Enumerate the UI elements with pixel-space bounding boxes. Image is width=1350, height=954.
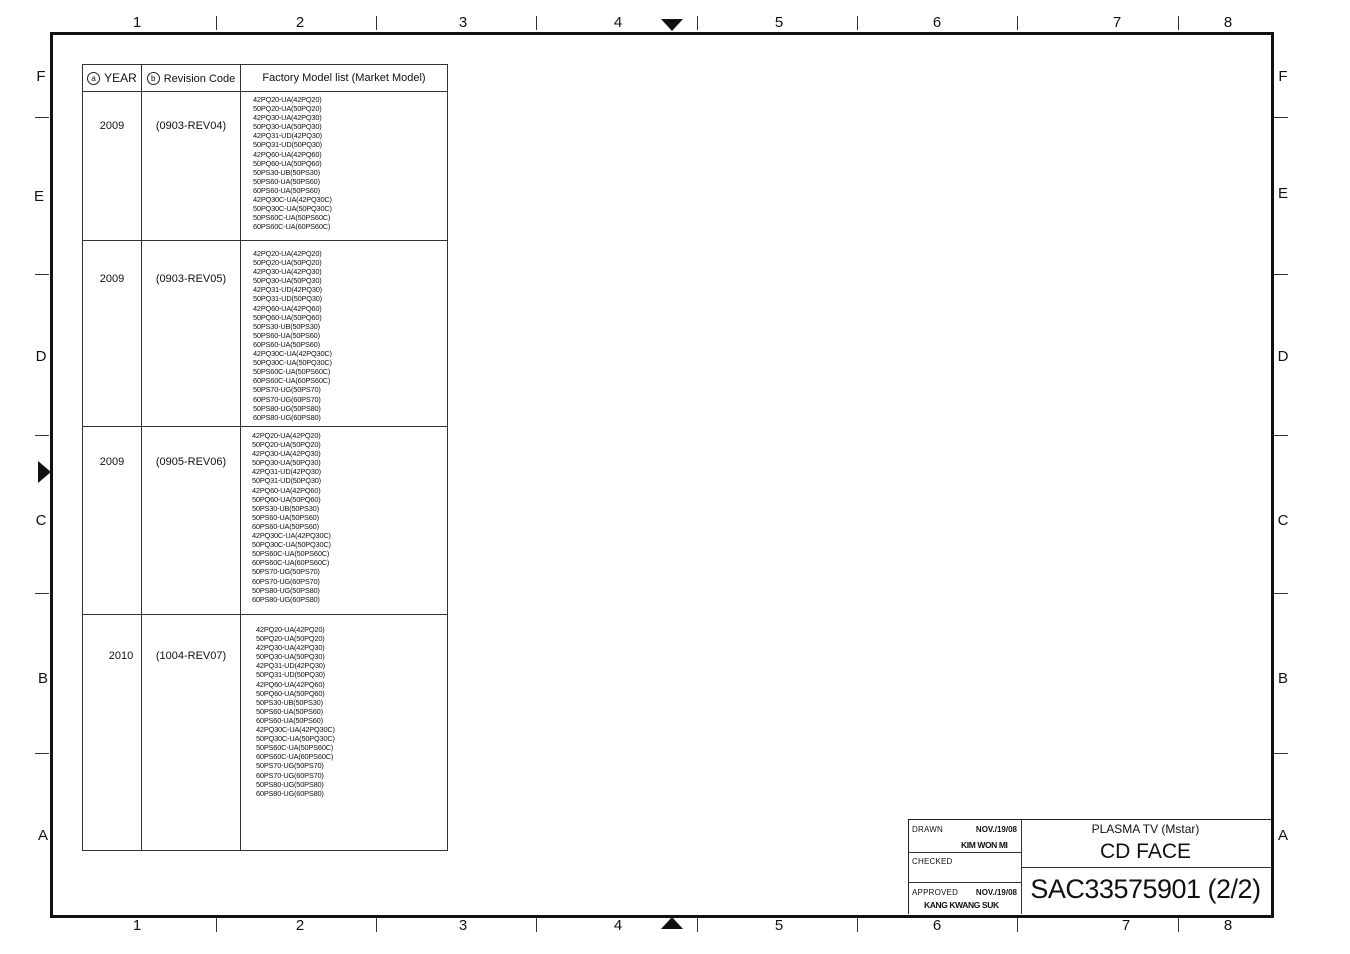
model-list <box>253 241 447 422</box>
model-entry: 50PS80-UG(50PS80) <box>253 403 321 413</box>
model-entry: 42PQ31-UD(42PQ30) <box>256 661 325 671</box>
model-entry: 42PQ20-UA(42PQ20) <box>252 431 321 440</box>
model-entry: 50PQ60-UA(50PQ60) <box>253 312 322 322</box>
model-entry: 50PQ20-UA(50PQ20) <box>253 258 322 268</box>
model-entry: 42PQ30C-UA(42PQ30C) <box>253 195 332 205</box>
center-marker-bottom-icon <box>661 917 683 929</box>
zone-number-bottom-1: 1 <box>132 917 142 934</box>
checked-label: CHECKED <box>912 857 953 866</box>
zone-number-bottom-8: 8 <box>1223 917 1233 934</box>
model-entry: 60PS60C-UA(60PS60C) <box>253 222 331 232</box>
zone-tick <box>1274 117 1288 118</box>
model-entry: 42PQ30C-UA(42PQ30C) <box>253 349 332 359</box>
zone-tick <box>35 753 49 754</box>
model-entry: 50PS30-UB(50PS30) <box>253 167 320 177</box>
model-entry: 50PQ31-UD(50PQ30) <box>253 140 322 150</box>
model-entry: 60PS60-UA(50PS60) <box>253 185 320 195</box>
model-list <box>252 427 447 604</box>
model-entry: 42PQ31-UD(42PQ30) <box>253 285 322 295</box>
model-entry: 50PQ30-UA(50PQ30) <box>252 458 321 468</box>
model-entry: 60PS80-UG(60PS80) <box>252 594 320 604</box>
model-entry: 42PQ20-UA(42PQ20) <box>256 625 325 634</box>
model-list-cell <box>241 615 448 851</box>
zone-letter-left-E: E <box>33 188 44 205</box>
revision-code-cell: (0903-REV05) <box>142 241 241 427</box>
model-entry: 50PS80-UG(50PS80) <box>252 585 320 595</box>
model-entry: 42PQ30C-UA(42PQ30C) <box>256 725 335 735</box>
title-divider <box>1022 867 1271 868</box>
revision-code-header: b Revision Code <box>142 65 241 92</box>
zone-number-top-4: 4 <box>613 14 623 31</box>
model-entry: 50PQ30-UA(50PQ30) <box>256 652 325 662</box>
model-entry: 50PS70-UG(50PS70) <box>252 567 320 577</box>
model-entry: 50PS80-UG(50PS80) <box>256 779 324 789</box>
model-entry: 42PQ30-UA(42PQ30) <box>253 113 322 123</box>
model-entry: 60PS60C-UA(60PS60C) <box>256 752 334 762</box>
model-list-cell <box>241 427 448 615</box>
approved-label: APPROVED <box>912 888 959 897</box>
zone-tick <box>376 918 377 932</box>
signature-divider <box>909 852 1021 853</box>
model-entry: 42PQ60-UA(42PQ60) <box>253 149 322 159</box>
model-entry: 50PQ30-UA(50PQ30) <box>253 276 322 286</box>
zone-number-top-8: 8 <box>1223 14 1233 31</box>
model-entry: 50PS60C-UA(50PS60C) <box>253 213 331 223</box>
zone-letter-right-F: F <box>1278 68 1288 85</box>
year-cell: 2009 <box>83 92 142 241</box>
model-entry: 50PS60-UA(50PS60) <box>256 706 323 716</box>
circle-a-icon: a <box>87 72 100 85</box>
revision-table <box>82 64 448 851</box>
model-entry: 50PQ30C-UA(50PQ30C) <box>252 540 331 550</box>
zone-tick <box>1274 753 1288 754</box>
zone-tick <box>35 274 49 275</box>
approved-date: NOV./19/08 <box>975 888 1017 897</box>
model-entry: 50PQ31-UD(50PQ30) <box>252 476 321 486</box>
model-entry: 42PQ30-UA(42PQ30) <box>253 267 322 277</box>
revision-code-cell: (0903-REV04) <box>142 92 241 241</box>
table-row <box>83 615 448 851</box>
zone-tick <box>857 16 858 30</box>
model-entry: 50PQ31-UD(50PQ30) <box>256 670 325 680</box>
model-entry: 42PQ20-UA(42PQ20) <box>253 249 322 258</box>
year-cell: 2009 <box>83 241 142 427</box>
model-entry: 50PQ30C-UA(50PQ30C) <box>253 204 332 214</box>
model-entry: 50PQ60-UA(50PQ60) <box>256 688 325 698</box>
zone-tick <box>536 918 537 932</box>
model-entry: 50PS70-UG(50PS70) <box>256 761 324 771</box>
revision-code-cell: (0905-REV06) <box>142 427 241 615</box>
model-entry: 50PQ20-UA(50PQ20) <box>256 634 325 644</box>
sheet-title: CD FACE <box>1099 840 1191 863</box>
model-entry: 50PS60C-UA(50PS60C) <box>253 367 331 377</box>
zone-tick <box>1017 918 1018 932</box>
zone-number-top-6: 6 <box>932 14 942 31</box>
model-list-cell <box>241 92 448 241</box>
model-entry: 50PQ31-UD(50PQ30) <box>253 294 322 304</box>
zone-tick <box>376 16 377 30</box>
zone-tick <box>1178 918 1179 932</box>
year-cell: 2009 <box>83 427 142 615</box>
model-entry: 60PS70-UG(60PS70) <box>256 770 324 780</box>
model-entry: 50PQ20-UA(50PQ20) <box>252 440 321 450</box>
zone-letter-right-E: E <box>1277 185 1288 202</box>
table-row <box>83 241 448 427</box>
model-entry: 50PS30-UB(50PS30) <box>252 503 319 513</box>
zone-tick <box>697 16 698 30</box>
product-name: PLASMA TV (Mstar) <box>1091 822 1200 836</box>
zone-letter-right-D: D <box>1277 348 1289 365</box>
model-entry: 60PS60-UA(50PS60) <box>253 339 320 349</box>
zone-number-bottom-3: 3 <box>458 917 468 934</box>
model-entry: 42PQ30-UA(42PQ30) <box>256 643 325 653</box>
zone-letter-left-A: A <box>37 827 48 844</box>
model-entry: 50PQ60-UA(50PQ60) <box>253 158 322 168</box>
zone-number-top-2: 2 <box>295 14 305 31</box>
zone-tick <box>35 593 49 594</box>
model-entry: 50PS60C-UA(50PS60C) <box>252 549 330 559</box>
table-header-row <box>83 65 448 92</box>
model-entry: 60PS60-UA(50PS60) <box>256 715 323 725</box>
model-entry: 60PS70-UG(60PS70) <box>253 394 321 404</box>
model-entry: 50PS30-UB(50PS30) <box>256 697 323 707</box>
model-entry: 50PS60-UA(50PS60) <box>252 512 319 522</box>
zone-tick <box>857 918 858 932</box>
title-block <box>908 819 1271 914</box>
model-entry: 60PS70-UG(60PS70) <box>252 576 320 586</box>
model-entry: 42PQ30-UA(42PQ30) <box>252 449 321 459</box>
zone-letter-right-C: C <box>1277 512 1289 529</box>
zone-number-top-5: 5 <box>774 14 784 31</box>
zone-letter-right-A: A <box>1277 827 1288 844</box>
drawn-date: NOV./19/08 <box>975 825 1017 834</box>
zone-tick <box>216 918 217 932</box>
zone-letter-left-B: B <box>37 670 48 687</box>
model-entry: 50PS60-UA(50PS60) <box>253 176 320 186</box>
model-list <box>253 92 447 231</box>
table-row <box>83 92 448 241</box>
model-entry: 60PS60-UA(50PS60) <box>252 521 319 531</box>
circle-b-icon: b <box>147 72 160 85</box>
document-number: SAC33575901 (2/2) <box>1030 874 1261 904</box>
zone-number-bottom-6: 6 <box>932 917 942 934</box>
model-entry: 50PS60-UA(50PS60) <box>253 330 320 340</box>
model-list-cell <box>241 241 448 427</box>
model-entry: 42PQ31-UD(42PQ30) <box>252 467 321 477</box>
center-marker-top-icon <box>661 19 683 31</box>
zone-number-bottom-4: 4 <box>613 917 623 934</box>
model-entry: 50PS70-UG(50PS70) <box>253 385 321 395</box>
model-entry: 50PQ20-UA(50PQ20) <box>253 104 322 114</box>
model-entry: 50PQ60-UA(50PQ60) <box>252 494 321 504</box>
approved-name: KANG KWANG SUK <box>924 900 999 910</box>
zone-number-top-1: 1 <box>132 14 142 31</box>
model-entry: 50PS60C-UA(50PS60C) <box>256 743 334 753</box>
model-entry: 42PQ60-UA(42PQ60) <box>253 303 322 313</box>
zone-number-top-7: 7 <box>1112 14 1122 31</box>
zone-tick <box>536 16 537 30</box>
zone-letter-left-F: F <box>36 68 46 85</box>
signature-panel <box>909 820 1022 914</box>
zone-tick <box>35 435 49 436</box>
model-entry: 42PQ60-UA(42PQ60) <box>256 679 325 689</box>
zone-letter-left-C: C <box>35 512 47 529</box>
model-entry: 60PS60C-UA(60PS60C) <box>252 558 330 568</box>
zone-number-bottom-5: 5 <box>774 917 784 934</box>
model-entry: 42PQ60-UA(42PQ60) <box>252 485 321 495</box>
model-entry: 50PQ30C-UA(50PQ30C) <box>256 734 335 744</box>
model-list-header: Factory Model list (Market Model) <box>241 65 448 92</box>
zone-number-top-3: 3 <box>458 14 468 31</box>
zone-tick <box>1274 274 1288 275</box>
zone-tick <box>1274 593 1288 594</box>
revision-code-cell: (1004-REV07) <box>142 615 241 851</box>
zone-tick <box>697 918 698 932</box>
zone-tick <box>1017 16 1018 30</box>
zone-tick <box>216 16 217 30</box>
model-entry: 50PQ30C-UA(50PQ30C) <box>253 358 332 368</box>
model-list <box>256 615 447 798</box>
zone-tick <box>1178 16 1179 30</box>
zone-letter-right-B: B <box>1277 670 1288 687</box>
model-entry: 50PS30-UB(50PS30) <box>253 321 320 331</box>
zone-number-bottom-7: 7 <box>1121 917 1131 934</box>
model-entry: 42PQ31-UD(42PQ30) <box>253 131 322 141</box>
table-row <box>83 427 448 615</box>
model-entry: 60PS80-UG(60PS80) <box>256 788 324 798</box>
signature-divider <box>909 882 1021 883</box>
zone-tick <box>35 117 49 118</box>
model-entry: 60PS60C-UA(60PS60C) <box>253 376 331 386</box>
model-entry: 42PQ20-UA(42PQ20) <box>253 95 322 104</box>
model-entry: 50PQ30-UA(50PQ30) <box>253 122 322 132</box>
zone-letter-left-D: D <box>35 348 47 365</box>
model-entry: 60PS80-UG(60PS80) <box>253 412 321 422</box>
year-cell: 2010 <box>83 615 142 851</box>
drawn-label: DRAWN <box>912 825 943 834</box>
zone-tick <box>1274 435 1288 436</box>
zone-number-bottom-2: 2 <box>295 917 305 934</box>
drawn-name: KIM WON MI <box>961 840 1008 850</box>
model-entry: 42PQ30C-UA(42PQ30C) <box>252 531 331 541</box>
year-header: a YEAR <box>83 65 142 92</box>
